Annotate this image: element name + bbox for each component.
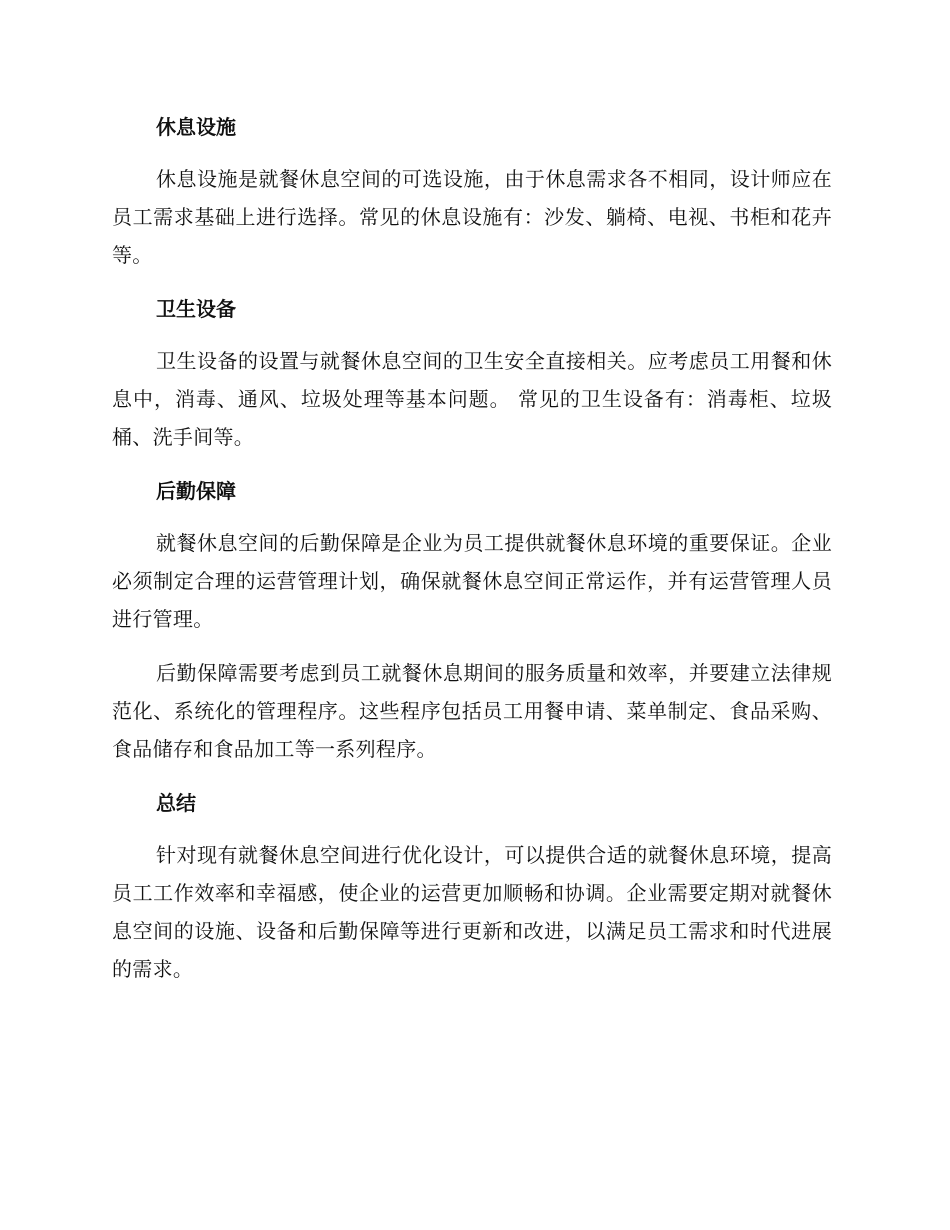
paragraph: 休息设施是就餐休息空间的可选设施，由于休息需求各不相同，设计师应在员工需求基础上进行选择。常见的休息设施有：沙发、躺椅、电视、书柜和花卉等。 <box>112 167 832 267</box>
section-heading: 总结 <box>156 791 196 815</box>
section-heading: 休息设施 <box>156 115 236 139</box>
section-rest-facilities <box>112 108 832 274</box>
document-page <box>112 108 832 1004</box>
section-logistics-support <box>112 472 832 768</box>
section-sanitary-equipment <box>112 290 832 456</box>
paragraph: 后勤保障需要考虑到员工就餐休息期间的服务质量和效率，并要建立法律规范化、系统化的管理程序。这些程序包括员工用餐申请、菜单制定、食品采购、食品储存和食品加工等一系列程序。 <box>112 661 832 761</box>
paragraph: 针对现有就餐休息空间进行优化设计，可以提供合适的就餐休息环境，提高员工工作效率和幸福感，使企业的运营更加顺畅和协调。企业需要定期对就餐休息空间的设施、设备和后勤保障等进行更新和改进，以满足员工需求和时代进展的需求。 <box>112 843 832 981</box>
section-heading: 卫生设备 <box>156 297 236 321</box>
section-summary <box>112 784 832 988</box>
paragraph: 就餐休息空间的后勤保障是企业为员工提供就餐休息环境的重要保证。企业必须制定合理的运营管理计划，确保就餐休息空间正常运作，并有运营管理人员进行管理。 <box>112 531 832 631</box>
paragraph: 卫生设备的设置与就餐休息空间的卫生安全直接相关。应考虑员工用餐和休息中，消毒、通风、垃圾处理等基本问题。 常见的卫生设备有：消毒柜、垃圾桶、洗手间等。 <box>112 349 832 449</box>
section-heading: 后勤保障 <box>156 479 236 503</box>
